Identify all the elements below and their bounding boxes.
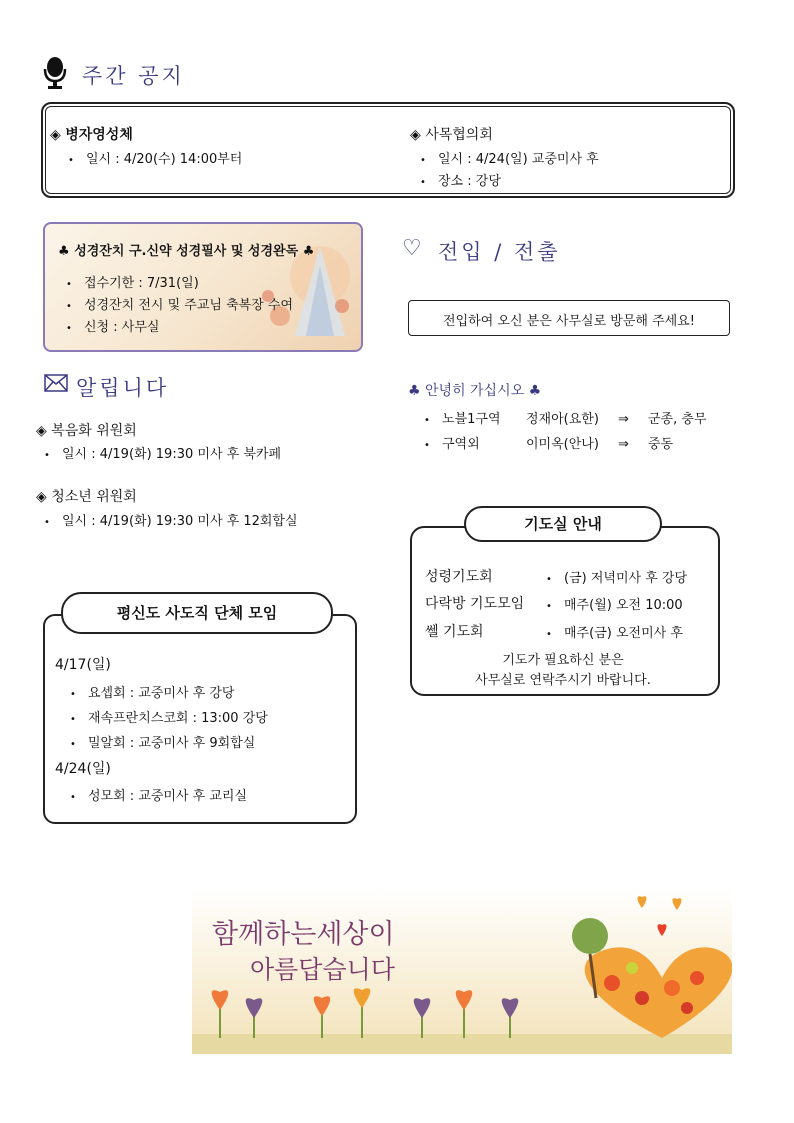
envelope-icon (44, 374, 68, 392)
lay-item: • 밀알회 : 교중미사 후 9회합실 (70, 736, 256, 751)
announce-head: ◈ 복음화 위원회 (36, 423, 137, 439)
lay-item-text: 밀알회 : 교중미사 후 9회합실 (88, 736, 256, 751)
weekly-notice-title: 주간 공지 (82, 64, 185, 88)
farewell-title (408, 380, 541, 400)
heart-outline-icon: ♡ (402, 236, 422, 261)
farewell-name: 정재아(요한) (526, 412, 599, 427)
lay-item: • 성모회 : 교중미사 후 교리실 (70, 789, 248, 804)
announce-head: ◈ 청소년 위원회 (36, 489, 137, 505)
farewell-name: 이미옥(안나) (526, 437, 599, 452)
banner-line-1: 함께하는세상이 (212, 919, 395, 950)
weekly-left-head: ◈ 병자영성체 (50, 127, 133, 143)
transfer-title: 전입 / 전출 (438, 240, 561, 264)
weekly-right-item-text: 장소 : 강당 (438, 174, 501, 189)
bible-event-title-text: 성경잔치 구.신약 성경필사 및 성경완독 (74, 244, 299, 259)
lay-item-text: 요셉회 : 교중미사 후 강당 (88, 686, 235, 701)
weekly-right-head: ◈ 사목협의회 (410, 127, 493, 143)
microphone-icon (40, 56, 70, 90)
prayer-row-name: 성령기도회 (425, 569, 493, 585)
weekly-right-item: • 일시 : 4/24(일) 교중미사 후 (420, 152, 599, 167)
arrow-icon: ⇒ (618, 437, 629, 452)
announce-item: • 일시 : 4/19(화) 19:30 미사 후 북카페 (44, 447, 281, 462)
prayer-row-name: 다락방 기도모임 (425, 596, 525, 612)
prayer-row-name: 쎌 기도회 (425, 624, 484, 640)
bible-item: • 성경잔치 전시 및 주교님 축복장 수여 (66, 298, 294, 313)
club-icon: ♣ (408, 383, 421, 399)
farewell-area: 노블1구역 (442, 412, 501, 427)
announce-head-text: 복음화 위원회 (51, 423, 137, 439)
bible-item-text: 성경잔치 전시 및 주교님 축복장 수여 (84, 298, 294, 313)
club-icon: ♣ (58, 244, 70, 259)
prayer-room-title: 기도실 안내 (464, 506, 662, 542)
announce-item-text: 일시 : 4/19(화) 19:30 미사 후 12회합실 (62, 514, 298, 529)
farewell-dest: 중동 (648, 437, 674, 452)
bible-item-text: 신청 : 사무실 (84, 320, 160, 335)
weekly-right-item: • 장소 : 강당 (420, 174, 501, 189)
bible-item: • 신청 : 사무실 (66, 320, 160, 335)
lay-item-text: 성모회 : 교중미사 후 교리실 (88, 789, 248, 804)
bible-item-text: 접수기한 : 7/31(일) (84, 276, 199, 291)
club-icon: ♣ (528, 383, 542, 399)
transfer-notice: 전입하여 오신 분은 사무실로 방문해 주세요! (443, 314, 695, 329)
announce-item-text: 일시 : 4/19(화) 19:30 미사 후 북카페 (62, 447, 281, 462)
lay-apostolate-title: 평신도 사도직 단체 모임 (61, 592, 333, 634)
lay-item: • 재속프란치스코회 : 13:00 강당 (70, 711, 268, 726)
lay-item: • 요셉회 : 교중미사 후 강당 (70, 686, 235, 701)
prayer-row-time: • (금) 저녁미사 후 강당 (546, 571, 688, 586)
prayer-row-time-text: (금) 저녁미사 후 강당 (564, 571, 688, 586)
weekly-left-head-text: 병자영성체 (65, 127, 133, 143)
weekly-left-item-text: 일시 : 4/20(수) 14:00부터 (86, 152, 243, 167)
lay-day: 4/24(일) (55, 761, 111, 777)
prayer-note: 기도가 필요하신 분은 (502, 653, 624, 668)
prayer-row-time-text: 매주(금) 오전미사 후 (564, 626, 683, 641)
farewell-title-text: 안녕히 가십시오 (425, 383, 525, 399)
announce-item: • 일시 : 4/19(화) 19:30 미사 후 12회합실 (44, 514, 298, 529)
weekly-left-item: • 일시 : 4/20(수) 14:00부터 (68, 152, 243, 167)
weekly-right-head-text: 사목협의회 (425, 127, 493, 143)
announce-head-text: 청소년 위원회 (51, 489, 137, 505)
arrow-icon: ⇒ (618, 412, 629, 427)
banner-line-2: 아름답습니다 (250, 955, 395, 984)
prayer-row-time: • 매주(월) 오전 10:00 (546, 598, 683, 613)
farewell-row: • 구역외 이미옥(안나) ⇒ 중동 (424, 433, 673, 452)
club-icon: ♣ (302, 244, 315, 259)
farewell-dest: 군종, 충무 (648, 412, 707, 427)
bible-event-title (58, 240, 314, 259)
announce-title: 알립니다 (76, 376, 170, 400)
farewell-area: 구역외 (442, 437, 480, 452)
lay-day: 4/17(일) (55, 657, 111, 673)
prayer-row-time: • 매주(금) 오전미사 후 (546, 626, 683, 641)
farewell-row: • 노블1구역 정재아(요한) ⇒ 군종, 충무 (424, 408, 707, 427)
prayer-row-time-text: 매주(월) 오전 10:00 (564, 598, 683, 613)
weekly-right-item-text: 일시 : 4/24(일) 교중미사 후 (438, 152, 599, 167)
prayer-note: 사무실로 연락주시기 바랍니다. (475, 673, 651, 688)
bible-item: • 접수기한 : 7/31(일) (66, 276, 199, 291)
lay-item-text: 재속프란치스코회 : 13:00 강당 (88, 711, 268, 726)
